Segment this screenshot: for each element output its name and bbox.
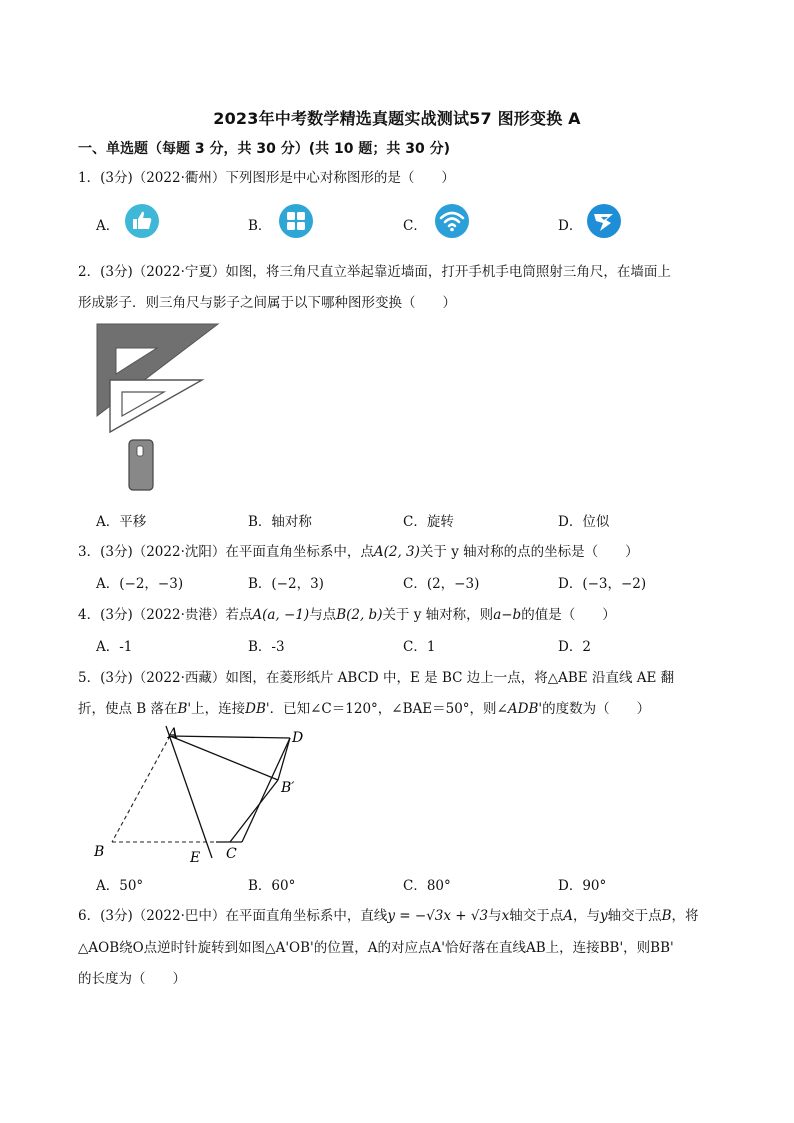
q4-expression: a−b [493, 607, 522, 623]
q6-line-equation: y = −√3x + √3 [387, 908, 489, 924]
q1-option-b-label: B． [248, 218, 272, 234]
q2-option-b: B．轴对称 [248, 514, 312, 530]
question-5-line-1: 5．(3分)（2022·西藏）如图，在菱形纸片 ABCD 中，E 是 BC 边上一点，将△ABE 沿直线 AE 翻 [78, 670, 675, 686]
rhombus-fold-figure [90, 722, 320, 866]
q5-segment-db-prime: DB' [245, 701, 270, 717]
q2-option-a: A．平移 [96, 514, 147, 530]
q6-x: x [501, 908, 510, 924]
q4-point-b: B(2, b) [336, 607, 383, 623]
q6-text-c: 与 [488, 908, 502, 924]
q5-option-b: B．60° [248, 878, 296, 894]
q4-option-b: B．-3 [248, 639, 285, 655]
q3-text-post: 关于 y 轴对称的点的坐标是（ ） [419, 544, 639, 560]
q5-text-a: 折，使点 B 落在 [78, 701, 178, 717]
q4-text-mid: 与点 [309, 607, 337, 623]
windows-icon [278, 203, 314, 239]
q2-option-d: D．位似 [558, 514, 610, 530]
q4-text-post: 的值是（ ） [521, 607, 616, 623]
section-heading: 一、单选题（每题 3 分，共 30 分）(共 10 题；共 30 分) [78, 141, 450, 157]
q5-text-c: 上，连接 [191, 701, 246, 717]
bird-icon [586, 203, 622, 239]
q6-point-a: A [563, 908, 573, 924]
question-4-stem [78, 603, 616, 623]
q4-point-a: A(a, −1) [252, 607, 310, 623]
label-b: B [94, 844, 105, 860]
triangle-ruler-figure [94, 322, 224, 494]
q6-text-i: 轴交于点 [607, 908, 662, 924]
wifi-icon [434, 203, 470, 239]
thumbs-up-icon [124, 203, 160, 239]
q5-text-e: ．已知∠C＝120°，∠BAE＝50°，则 [269, 701, 497, 717]
q4-option-a: A．-1 [96, 639, 133, 655]
q6-text-e: 轴交于点 [509, 908, 564, 924]
q6-point-b: B [661, 908, 672, 924]
q5-option-d: D．90° [558, 878, 607, 894]
question-1-stem: 1．(3分)（2022·衢州）下列图形是中心对称图形的是（ ） [78, 170, 455, 186]
q4-option-c: C．1 [403, 639, 436, 655]
q1-option-d-label: D． [558, 218, 583, 234]
q3-option-d: D．(−3，−2) [558, 576, 647, 592]
question-6-line-3: 的长度为（ ） [78, 971, 186, 987]
q4-text-mid2: 关于 y 轴对称，则 [382, 607, 494, 623]
q6-text-g: ，与 [572, 908, 600, 924]
q5-point-b-prime: B' [177, 701, 192, 717]
q6-y: y [599, 908, 608, 924]
question-2-line-2: 形成影子．则三角尺与影子之间属于以下哪种图形变换（ ） [78, 295, 456, 311]
question-2-line-1: 2．(3分)（2022·宁夏）如图，将三角尺直立举起靠近墙面，打开手机手电筒照射三角尺，在墙面上 [78, 264, 671, 280]
page-title: 2023年中考数学精选真题实战测试57 图形变换 A [213, 109, 581, 128]
q1-option-a-label: A． [96, 218, 120, 234]
q4-text-pre: 4．(3分)（2022·贵港）若点 [78, 607, 253, 623]
q5-angle-adb-prime: ∠ADB' [496, 701, 543, 717]
question-3-stem [78, 540, 639, 560]
label-c: C [226, 846, 237, 862]
question-5-line-2 [78, 697, 650, 717]
q6-text-k: ，将 [671, 908, 699, 924]
q3-option-c: C．(2，−3) [403, 576, 480, 592]
q5-text-g: 的度数为（ ） [542, 701, 651, 717]
q6-text-a: 6．(3分)（2022·巴中）在平面直角坐标系中，直线 [78, 908, 388, 924]
question-6-line-2: △AOB绕O点逆时针旋转到如图△A'OB'的位置，A的对应点A'恰好落在直线AB上，连接BB'，则BB' [78, 940, 674, 956]
label-e: E [190, 850, 201, 866]
q3-option-b: B．(−2，3) [248, 576, 324, 592]
q1-option-c-label: C． [403, 218, 427, 234]
q5-option-a: A．50° [96, 878, 144, 894]
q5-option-c: C．80° [403, 878, 451, 894]
q3-point: A(2, 3) [373, 544, 420, 560]
q2-option-c: C．旋转 [403, 514, 454, 530]
q4-option-d: D．2 [558, 639, 591, 655]
q3-option-a: A．(−2，−3) [96, 576, 184, 592]
label-b-prime: B′ [281, 780, 295, 796]
label-a: A [168, 726, 179, 742]
question-6-line-1 [78, 904, 699, 924]
q3-text-pre: 3．(3分)（2022·沈阳）在平面直角坐标系中，点 [78, 544, 374, 560]
label-d: D [292, 730, 304, 746]
